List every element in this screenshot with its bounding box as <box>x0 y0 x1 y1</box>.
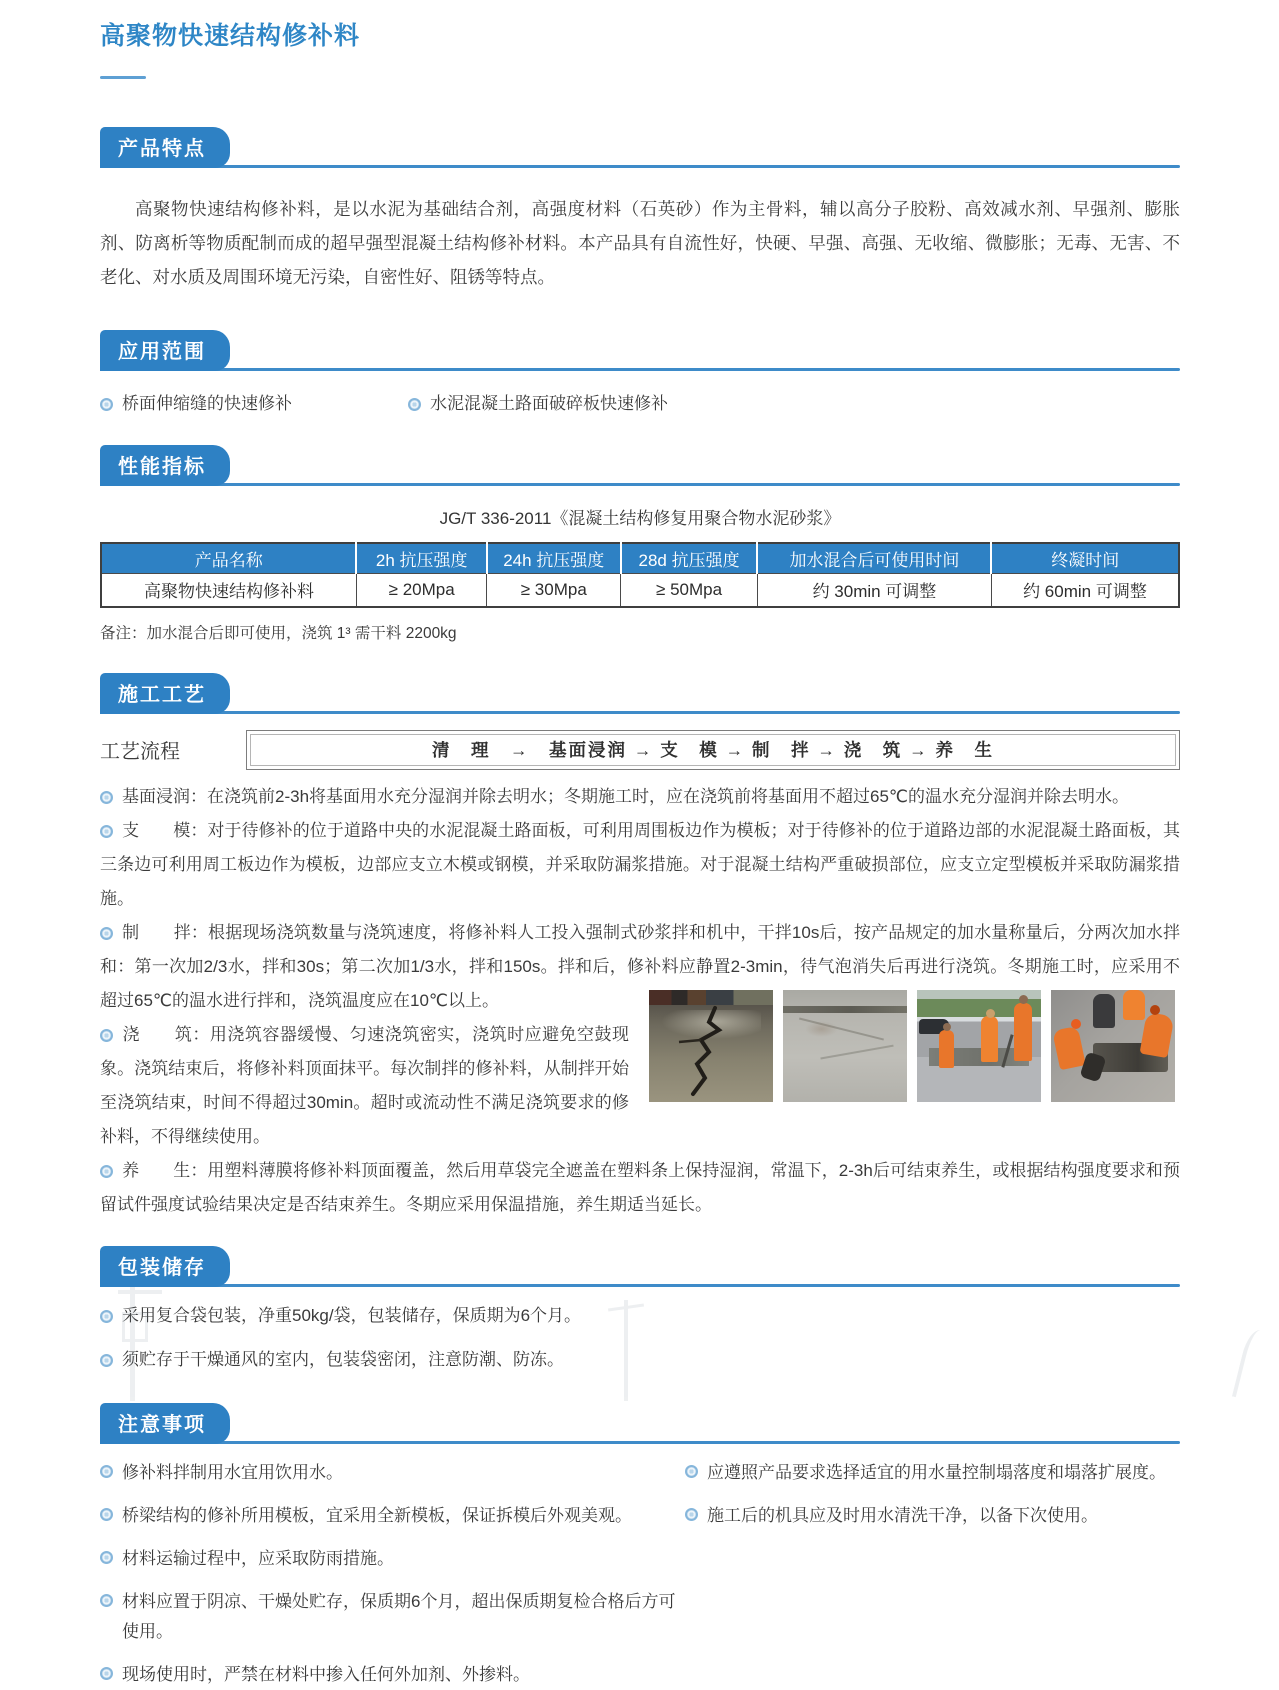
note-item <box>100 1501 685 1531</box>
concrete-patching-workers-photo <box>1051 990 1175 1102</box>
notes-left-column <box>100 1458 685 1690</box>
section-tab-notes <box>100 1403 230 1444</box>
section-underline <box>100 1284 1180 1287</box>
process-step-curing <box>100 1154 1180 1222</box>
notes-columns <box>100 1458 1180 1690</box>
section-header-application <box>100 330 1180 371</box>
section-tab-performance <box>100 445 230 486</box>
section-underline <box>100 368 1180 371</box>
note-item <box>685 1458 1180 1488</box>
packaging-item <box>100 1301 1180 1331</box>
process-step-soak <box>100 780 1180 814</box>
packaging-item <box>100 1345 1180 1375</box>
bullet-ring-icon <box>100 1465 113 1478</box>
bullet-ring-icon <box>685 1465 698 1478</box>
note-item-label: 材料应置于阴凉、干燥处贮存，保质期6个月，超出保质期复检合格后方可使用。 <box>122 1591 676 1641</box>
bullet-ring-icon <box>100 1594 113 1607</box>
table-cell: 高聚物快速结构修补料 <box>101 574 356 607</box>
process-step-formwork <box>100 814 1180 916</box>
title-underline-dash <box>100 76 146 79</box>
note-item-label: 桥梁结构的修补所用模板，宜采用全新模板，保证拆模后外观美观。 <box>122 1505 632 1525</box>
table-header-cell: 24h 抗压强度 <box>487 543 621 574</box>
section-tab-label: 产品特点 <box>118 138 206 160</box>
section-header-performance <box>100 445 1180 486</box>
section-tab-label: 包装储存 <box>118 1256 206 1279</box>
section-underline <box>100 483 1180 486</box>
table-footnote: 备注：加水混合后即可使用，浇筑 1³ 需干料 2200kg <box>100 624 457 642</box>
features-paragraph: 高聚物快速结构修补料，是以水泥为基础结合剂，高强度材料（石英砂）作为主骨料，辅以高分子胶粉、高效减水剂、早强剂、膨胀剂、防离析等物质配制而成的超早强型混凝土结构修补材料。本产品具有自流性好，快硬、早强、高强、无收缩、微膨胀；无毒、无害、不老化、对水质及周围环境无污染，自密性好、阻锈等特点。 <box>100 199 1180 287</box>
note-item <box>100 1587 685 1647</box>
application-item <box>100 389 408 419</box>
bullet-ring-icon <box>100 791 113 804</box>
process-flow-row <box>100 730 1180 770</box>
table-cell: ≥ 50Mpa <box>621 574 758 607</box>
bullet-ring-icon <box>100 1165 113 1178</box>
section-tab-process <box>100 673 230 714</box>
performance-table <box>100 542 1180 608</box>
section-header-notes <box>100 1403 1180 1444</box>
note-item-label: 施工后的机具应及时用水清洗干净，以备下次使用。 <box>707 1505 1098 1525</box>
table-cell: ≥ 30Mpa <box>487 574 621 607</box>
process-steps <box>100 780 1180 1222</box>
process-step-text: 制 拌：根据现场浇筑数量与浇筑速度，将修补料人工投入强制式砂浆拌和机中，干拌10s后，按产品规定的加水量称量后，分两次加水拌和：第一次加2/3水，拌和30s；第二次加1/3水，拌和150s。拌和后，修补料应静置2-3min，待气泡消失后再进行浇筑。冬期施工时，应采用不超过65℃的温水进行拌和，浇筑温度应在10℃以上。 <box>100 922 1180 1010</box>
application-item-label: 桥面伸缩缝的快速修补 <box>122 394 292 413</box>
bullet-ring-icon <box>100 1551 113 1564</box>
flow-label: 工艺流程 <box>100 741 180 763</box>
document-body <box>100 0 1180 1690</box>
section-underline <box>100 165 1180 168</box>
application-item <box>408 389 668 419</box>
note-item-label: 现场使用时，严禁在材料中掺入任何外加剂、外掺料。 <box>122 1664 530 1684</box>
table-cell: 约 60min 可调整 <box>991 574 1179 607</box>
table-header-cell: 终凝时间 <box>991 543 1179 574</box>
packaging-item-label: 采用复合袋包装，净重50kg/袋，包装储存，保质期为6个月。 <box>122 1305 582 1325</box>
table-header-cell: 28d 抗压强度 <box>621 543 758 574</box>
note-item-label: 材料运输过程中，应采取防雨措施。 <box>122 1548 394 1568</box>
section-tab-features <box>100 127 230 168</box>
section-tab-label: 注意事项 <box>118 1413 206 1436</box>
application-item-label: 水泥混凝土路面破碎板快速修补 <box>430 394 668 413</box>
flow-diagram-box: 清 理 → 基面浸润 → 支 模 → 制 拌 → 浇 筑 → 养 生 <box>246 730 1180 770</box>
section-underline <box>100 711 1180 714</box>
bullet-ring-icon <box>100 1310 113 1323</box>
bullet-ring-icon <box>100 825 113 838</box>
table-header-cell: 产品名称 <box>101 543 356 574</box>
note-item <box>100 1660 685 1690</box>
damaged-concrete-slab-photo <box>783 990 907 1102</box>
section-tab-label: 施工工艺 <box>118 683 206 706</box>
note-item <box>100 1458 685 1488</box>
bullet-ring-icon <box>408 398 421 411</box>
bullet-ring-icon <box>100 927 113 940</box>
application-items <box>100 389 1180 419</box>
process-step-text: 基面浸润：在浇筑前2-3h将基面用水充分湿润并除去明水；冬期施工时，应在浇筑前将基面用不超过65℃的温水充分湿润并除去明水。 <box>122 786 1130 806</box>
bullet-ring-icon <box>685 1508 698 1521</box>
table-cell: 约 30min 可调整 <box>757 574 991 607</box>
note-item <box>100 1544 685 1574</box>
note-item-label: 应遵照产品要求选择适宜的用水量控制塌落度和塌落扩展度。 <box>707 1462 1166 1482</box>
bullet-ring-icon <box>100 1508 113 1521</box>
bullet-ring-icon <box>100 1029 113 1042</box>
packaging-item-label: 须贮存于干燥通风的室内，包装袋密闭，注意防潮、防冻。 <box>122 1349 564 1369</box>
note-item <box>685 1501 1180 1531</box>
process-step-text: 养 生：用塑料薄膜将修补料顶面覆盖，然后用草袋完全遮盖在塑料条上保持湿润，常温下，2-3h后可结束养生，或根据结构强度要求和预留试件强度试验结果决定是否结束养生。冬期应采用保温措施，养生期适当延长。 <box>100 1160 1180 1214</box>
table-header-cell: 加水混合后可使用时间 <box>757 543 991 574</box>
section-tab-label: 应用范围 <box>118 341 206 363</box>
section-tab-application <box>100 330 230 371</box>
section-tab-label: 性能指标 <box>118 456 206 478</box>
cracked-dark-pavement-photo <box>649 990 773 1102</box>
standard-caption: JG/T 336-2011《混凝土结构修复用聚合物水泥砂浆》 <box>439 509 841 528</box>
section-header-packaging <box>100 1246 1180 1287</box>
bullet-ring-icon <box>100 1667 113 1680</box>
section-header-process <box>100 673 1180 714</box>
note-item-label: 修补料拌制用水宜用饮用水。 <box>122 1462 343 1482</box>
table-header-cell: 2h 抗压强度 <box>356 543 486 574</box>
table-header-row <box>101 543 1179 574</box>
section-tab-packaging <box>100 1246 230 1287</box>
watermark-curve-silhouette <box>1230 1330 1279 1401</box>
table-row <box>101 574 1179 607</box>
page-title: 高聚物快速结构修补料 <box>100 22 361 50</box>
process-step-text: 支 模：对于待修补的位于道路中央的水泥混凝土路面板，可利用周围板边作为模板；对于待修补的位于道路边部的水泥混凝土路面板，其三条边可利用周工板边作为模板，边部应支立木模或钢模，并采取防漏浆措施。对于混凝土结构严重破损部位，应支立定型模板并采取防漏浆措施。 <box>100 820 1180 908</box>
section-header-features <box>100 127 1180 168</box>
road-repair-crew-photo <box>917 990 1041 1102</box>
table-cell: ≥ 20Mpa <box>356 574 486 607</box>
section-underline <box>100 1441 1180 1444</box>
site-photo-strip <box>649 990 1176 1102</box>
bullet-ring-icon <box>100 1354 113 1367</box>
notes-right-column <box>685 1458 1180 1690</box>
bullet-ring-icon <box>100 398 113 411</box>
process-step-text: 浇 筑：用浇筑容器缓慢、匀速浇筑密实，浇筑时应避免空鼓现象。浇筑结束后，将修补料顶面抹平。每次制拌的修补料，从制拌开始至浇筑结束，时间不得超过30min。超时或流动性不满足浇筑要求的修补料，不得继续使用。 <box>100 1024 629 1146</box>
